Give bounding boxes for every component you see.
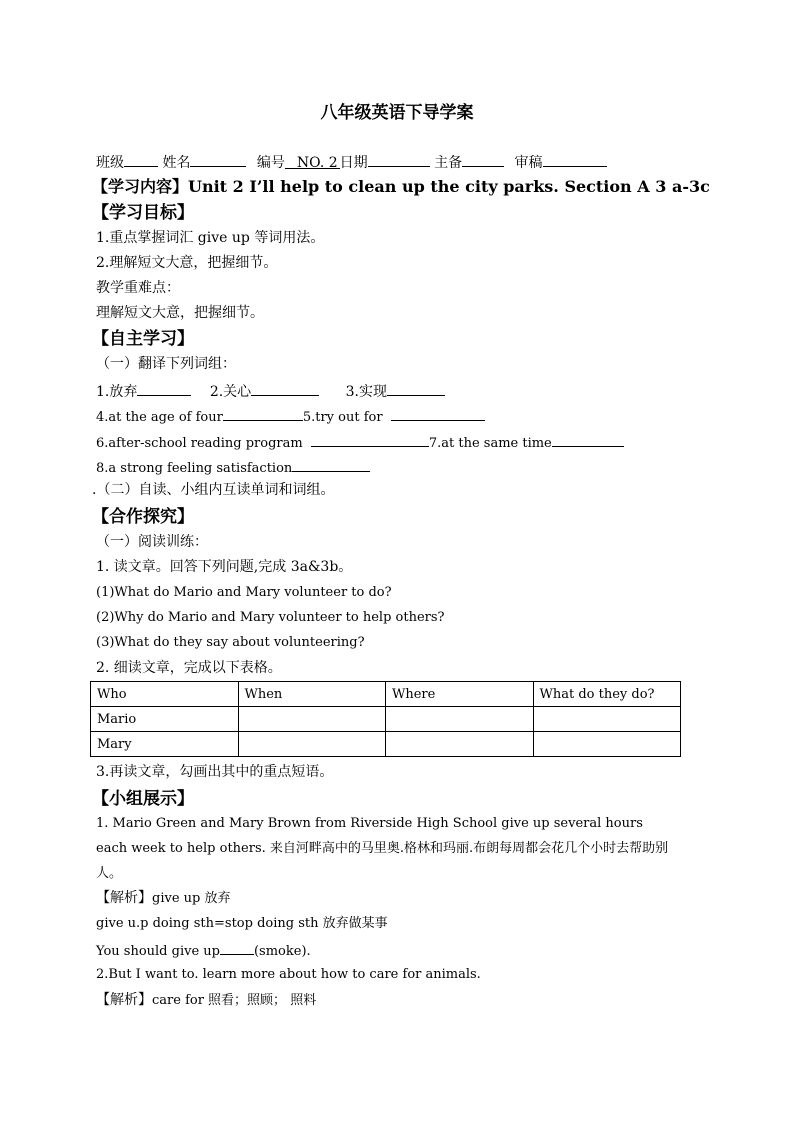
number-label: 编号 <box>256 155 285 171</box>
table-cell[interactable] <box>533 732 681 757</box>
table-header-cell: Where <box>386 682 534 707</box>
table-cell[interactable] <box>533 707 681 732</box>
key-label: 教学重难点： <box>96 280 180 296</box>
phrase: 8.a strong feeling satisfaction <box>96 461 293 476</box>
phrase: 4.at the age of four <box>96 410 223 425</box>
answer-blank[interactable] <box>387 381 445 396</box>
name-blank[interactable] <box>190 152 246 167</box>
goals-heading: 【学习目标】 <box>92 203 194 223</box>
table-row <box>91 732 681 757</box>
usage-text: give u.p doing sth=stop doing sth 放弃做某事 <box>96 916 388 931</box>
phrase-row <box>96 381 445 401</box>
question: (2)Why do Mario and Mary volunteer to help others? <box>96 610 445 625</box>
key-text: 理解短文大意，把握细节。 <box>96 305 264 321</box>
analysis-line <box>96 889 230 908</box>
date-blank[interactable] <box>368 152 430 167</box>
task-text: 2. 细读文章，完成以下表格。 <box>96 660 282 676</box>
class-blank[interactable] <box>124 152 158 167</box>
answer-blank[interactable] <box>251 381 319 396</box>
table-header-cell: What do they do? <box>533 682 681 707</box>
phrase-row <box>96 457 370 478</box>
info-table <box>90 681 681 757</box>
self-study-heading: 【自主学习】 <box>92 329 194 349</box>
analysis-line <box>96 991 316 1010</box>
reading-instruction: （一）阅读训练： <box>96 534 208 550</box>
table-row <box>91 707 681 732</box>
phrase-row <box>96 432 624 453</box>
phrase-row <box>96 406 485 427</box>
answer-blank[interactable] <box>292 457 370 472</box>
content-line <box>92 176 710 198</box>
self-study-note: .（二）自读、小组内互读单词和词组。 <box>92 482 335 498</box>
answer-blank[interactable] <box>391 406 485 421</box>
phrase: 1.放弃 <box>96 384 138 400</box>
date-label: 日期 <box>339 155 368 171</box>
goal-item: 2.理解短文大意，把握细节。 <box>96 255 278 271</box>
answer-blank[interactable] <box>137 381 191 396</box>
phrase: 7.at the same time <box>428 436 552 451</box>
class-label: 班级 <box>96 155 124 171</box>
phrase: 2.关心 <box>209 384 252 400</box>
answer-blank[interactable] <box>311 432 429 447</box>
goal-item: 1.重点掌握词汇 give up 等词用法。 <box>96 230 325 246</box>
analysis-label: 【解析】 <box>96 992 152 1008</box>
translate-instruction: （一）翻译下列词组： <box>96 356 236 372</box>
exercise-text: You should give up <box>96 944 220 959</box>
task-text: 3.再读文章，勾画出其中的重点短语。 <box>96 764 334 780</box>
answer-blank[interactable] <box>220 940 254 955</box>
table-header-row <box>91 682 681 707</box>
phrase: 6.after-school reading program <box>96 436 303 451</box>
name-label: 姓名 <box>162 155 191 171</box>
answer-blank[interactable] <box>223 406 303 421</box>
table-header-cell: When <box>238 682 386 707</box>
phrase: 3.实现 <box>345 384 387 400</box>
question: (3)What do they say about volunteering? <box>96 635 365 650</box>
table-header-cell: Who <box>91 682 239 707</box>
header-line <box>96 152 607 172</box>
example-sentence: 2.But I want to. learn more about how to care for animals. <box>96 967 481 982</box>
coop-heading: 【合作探究】 <box>92 507 194 527</box>
preparer-blank[interactable] <box>462 152 504 167</box>
table-cell[interactable] <box>386 732 534 757</box>
analysis-text: give up 放弃 <box>152 891 231 906</box>
content-heading: 【学习内容】 <box>92 177 189 196</box>
page-title: 八年级英语下导学案 <box>320 103 474 123</box>
question: (1)What do Mario and Mary volunteer to do? <box>96 585 392 600</box>
analysis-label: 【解析】 <box>96 890 152 906</box>
answer-blank[interactable] <box>552 432 624 447</box>
table-cell[interactable] <box>386 707 534 732</box>
reviewer-label: 审稿 <box>514 155 543 171</box>
group-heading: 【小组展示】 <box>92 789 194 809</box>
table-cell[interactable] <box>238 707 386 732</box>
reviewer-blank[interactable] <box>543 152 607 167</box>
table-cell[interactable] <box>238 732 386 757</box>
phrase: 5.try out for <box>302 410 383 425</box>
content-text: Unit 2 I’ll help to clean up the city parks. Section A 3 a-3c <box>188 177 710 196</box>
preparer-label: 主备 <box>434 155 463 171</box>
number-value: NO. 2 <box>285 154 340 169</box>
task-text: 1. 读文章。回答下列问题,完成 3a&3b。 <box>96 559 353 575</box>
exercise-line <box>96 940 311 961</box>
table-cell: Mario <box>91 707 239 732</box>
exercise-hint: (smoke). <box>253 944 311 959</box>
analysis-text: care for 照看；照顾； 照料 <box>152 993 317 1008</box>
example-sentence: 1. Mario Green and Mary Brown from Riverside High School give up several hours each week to help others. 来自河畔高中的马里奥.格林和玛丽.布朗每周都会花几个小时去帮助别人。 <box>96 816 669 881</box>
table-cell: Mary <box>91 732 239 757</box>
